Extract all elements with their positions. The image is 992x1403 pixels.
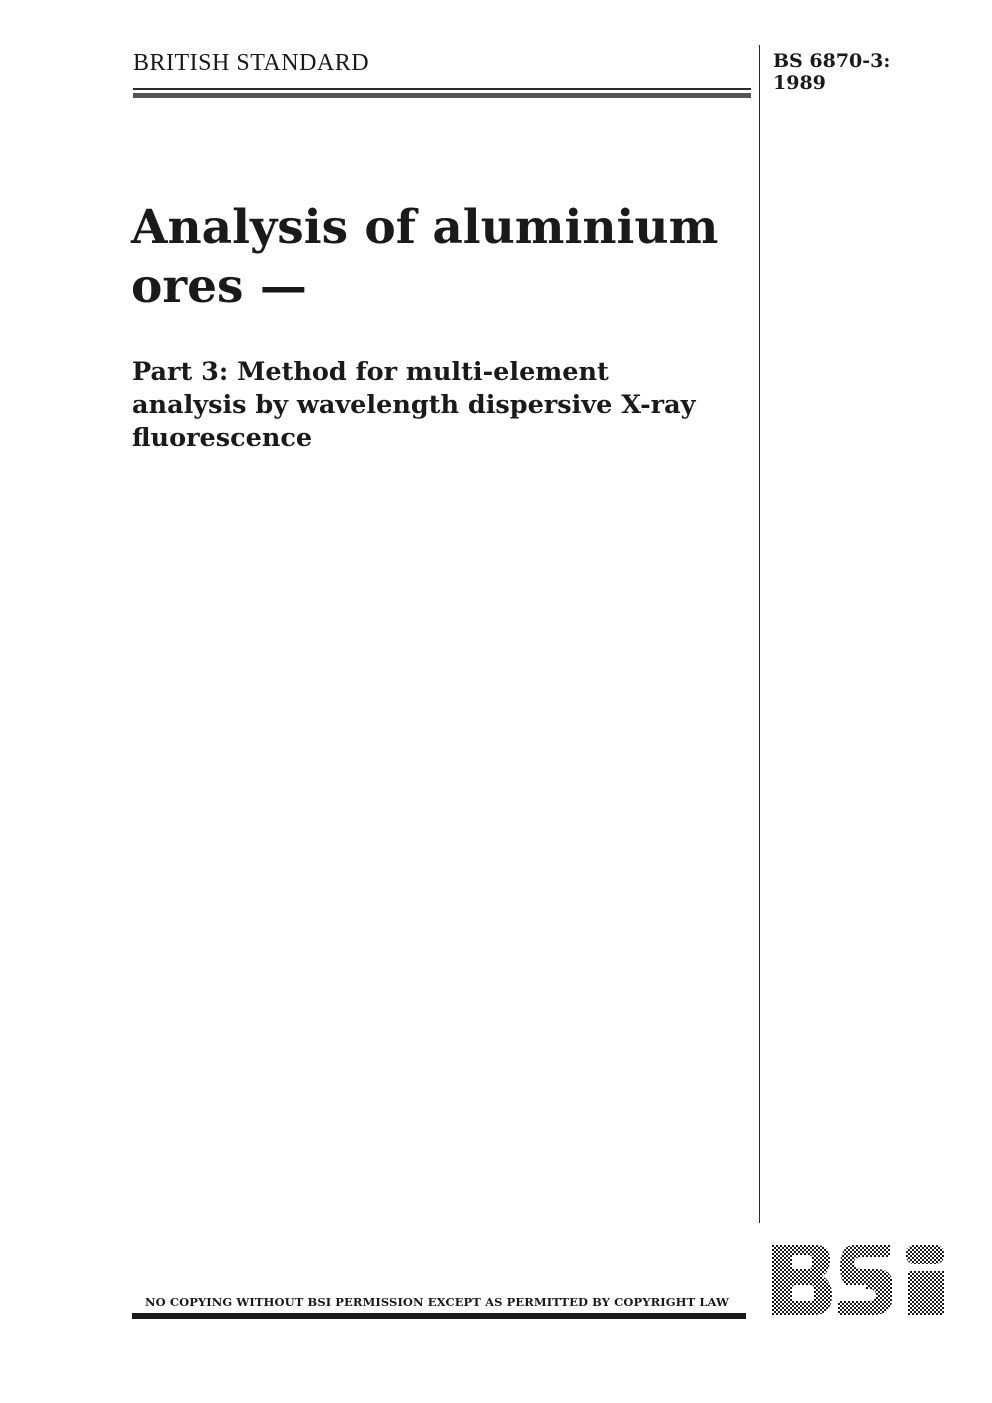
- copyright-notice: NO COPYING WITHOUT BSI PERMISSION EXCEPT AS PERMITTED BY COPYRIGHT LAW: [145, 1295, 730, 1309]
- bsi-logo-icon: [770, 1243, 946, 1321]
- title-line-1: Analysis of aluminium: [131, 200, 719, 255]
- bsi-logo-graphic: [770, 1243, 946, 1321]
- document-subtitle: [132, 356, 757, 455]
- document-number-code: BS 6870-3:: [773, 50, 891, 72]
- footer-rule: [132, 1313, 746, 1319]
- subtitle-line-2: analysis by wavelength dispersive X-ray: [132, 390, 696, 420]
- standard-label: BRITISH STANDARD: [133, 50, 370, 76]
- document-title: [131, 198, 751, 316]
- subtitle-line-3: fluorescence: [132, 423, 313, 453]
- vertical-divider: [759, 45, 760, 1223]
- header-rule-thick: [133, 93, 751, 98]
- title-line-2: ores —: [131, 259, 307, 314]
- document-number-year: 1989: [773, 72, 826, 94]
- header-rule-thin: [133, 88, 751, 90]
- document-number: [773, 50, 890, 94]
- subtitle-line-1: Part 3: Method for multi-element: [132, 357, 609, 387]
